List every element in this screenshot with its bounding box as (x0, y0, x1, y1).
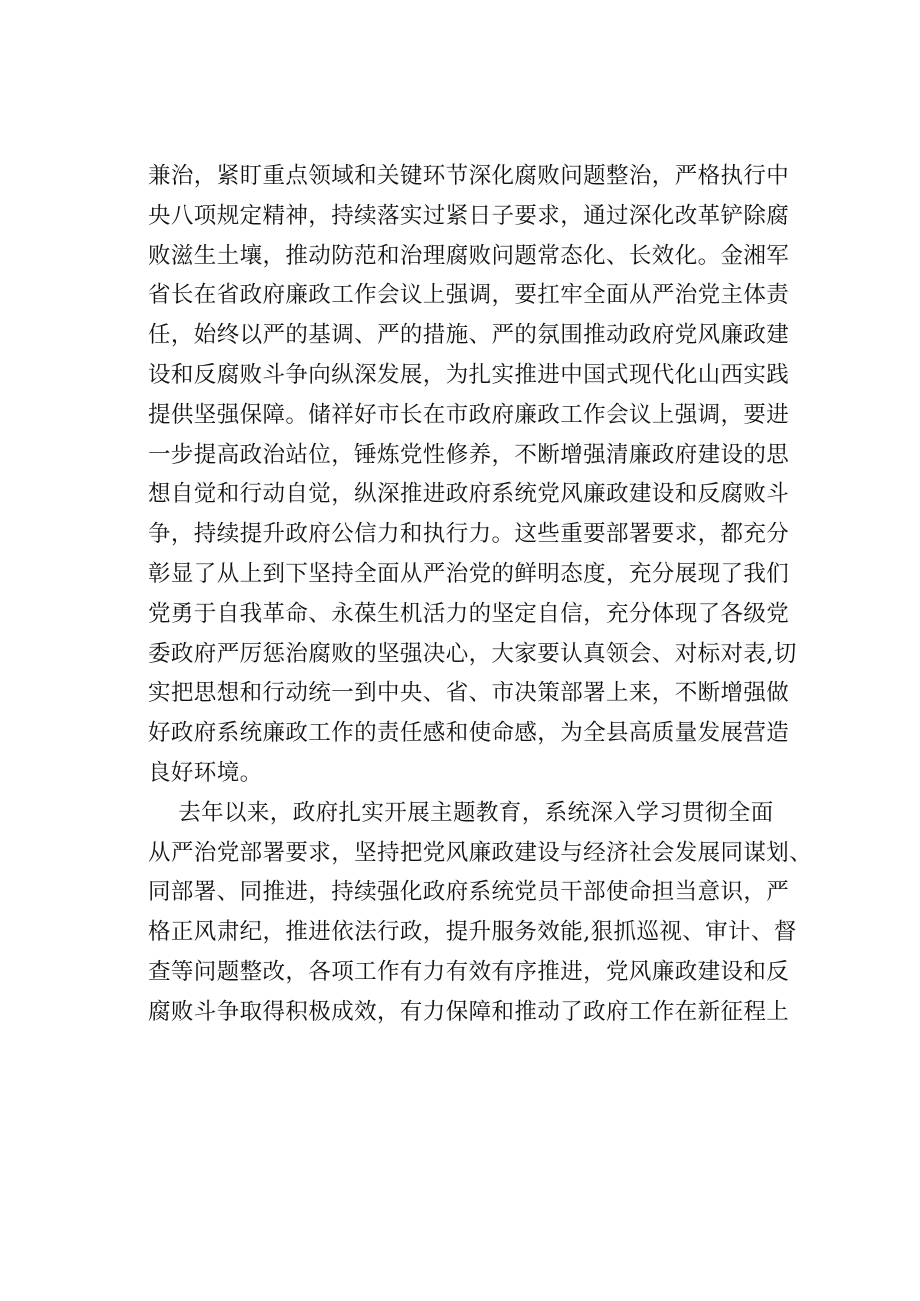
text-line: 委政府严厉惩治腐败的坚强决心，大家要认真领会、对标对表,切 (148, 640, 797, 667)
text-line: 一步提高政治站位，锤炼党性修养，不断增强清廉政府建设的思 (148, 441, 790, 468)
text-line: 实把思想和行动统一到中央、省、市决策部署上来，不断增强做 (148, 680, 790, 707)
text-line: 彰显了从上到下坚持全面从严治党的鲜明态度，充分展现了我们 (148, 560, 790, 587)
text-line: 想自觉和行动自觉，纵深推进政府系统党风廉政建设和反腐败斗 (148, 481, 790, 508)
text-line: 争，持续提升政府公信力和执行力。这些重要部署要求，都充分 (148, 521, 790, 548)
text-line: 从严治党部署要求，坚持把党风廉政建设与经济社会发展同谋划、 (148, 839, 813, 866)
paragraph-1 (148, 157, 828, 794)
text-line: 兼治，紧盯重点领域和关键环节深化腐败问题整治，严格执行中 (148, 163, 790, 189)
text-line: 良好环境。 (148, 759, 263, 786)
text-line: 去年以来，政府扎实开展主题教育，系统深入学习贯彻全面 (148, 799, 774, 826)
paragraph-2 (148, 794, 828, 1033)
text-line: 格正风肃纪，推进依法行政，提升服务效能,狠抓巡视、审计、督 (148, 919, 797, 946)
text-line: 腐败斗争取得积极成效，有力保障和推动了政府工作在新征程上 (148, 998, 790, 1025)
text-line: 设和反腐败斗争向纵深发展，为扎实推进中国式现代化山西实践 (148, 361, 790, 388)
text-line: 败滋生土壤，推动防范和治理腐败问题常态化、长效化。金湘军 (148, 242, 790, 269)
text-line: 提供坚强保障。储祥好市长在市政府廉政工作会议上强调，要进 (148, 401, 790, 428)
document-body (148, 157, 828, 1033)
text-line: 央八项规定精神，持续落实过紧日子要求，通过深化改革铲除腐 (148, 202, 790, 229)
text-line: 任，始终以严的基调、严的措施、严的氛围推动政府党风廉政建 (148, 322, 790, 349)
text-line: 省长在省政府廉政工作会议上强调，要扛牢全面从严治党主体责 (148, 282, 790, 309)
text-line: 党勇于自我革命、永葆生机活力的坚定自信，充分体现了各级党 (148, 600, 790, 627)
text-line: 查等问题整改，各项工作有力有效有序推进，党风廉政建设和反 (148, 958, 790, 985)
text-line: 同部署、同推进，持续强化政府系统党员干部使命担当意识，严 (148, 879, 790, 906)
text-line: 好政府系统廉政工作的责任感和使命感，为全县高质量发展营造 (148, 720, 790, 747)
